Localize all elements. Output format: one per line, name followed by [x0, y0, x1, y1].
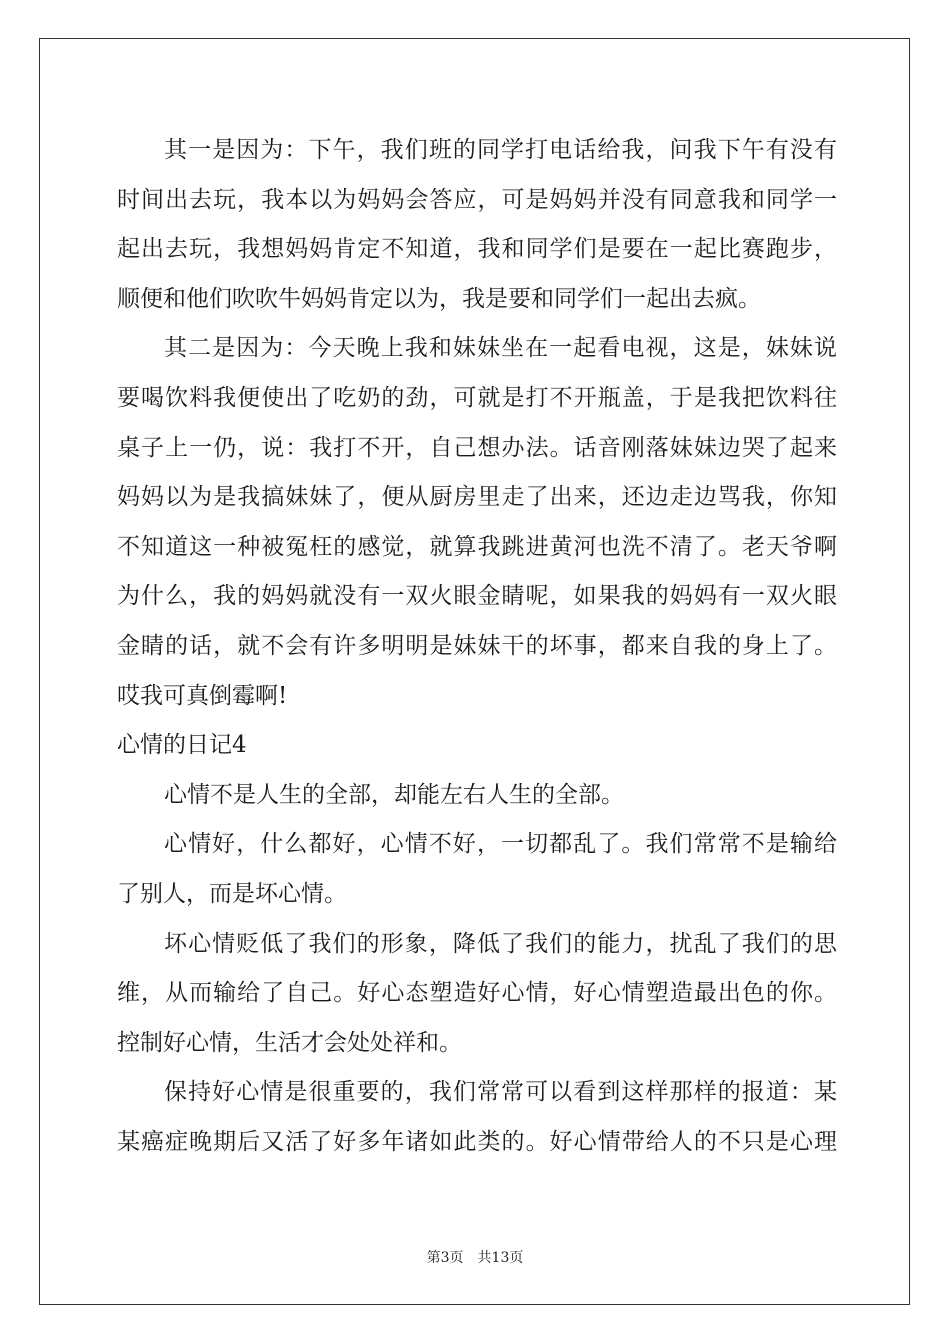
- paragraph-line: 妈妈以为是我搞妹妹了，便从厨房里走了出来，还边走边骂我，你知: [117, 484, 837, 511]
- paragraph-line: 要喝饮料我便使出了吃奶的劲，可就是打不开瓶盖，于是我把饮料往: [117, 384, 837, 411]
- paragraph-line: 某癌症晚期后又活了好多年诸如此类的。好心情带给人的不只是心理: [117, 1128, 837, 1155]
- page-total: 共13页: [477, 1250, 524, 1266]
- paragraph-line: 维，从而输给了自己。好心态塑造好心情，好心情塑造最出色的你。: [117, 980, 837, 1007]
- paragraph-line: 顺便和他们吹吹牛妈妈肯定以为，我是要和同学们一起出去疯。: [117, 285, 761, 312]
- paragraph-line: 金睛的话，就不会有许多明明是妹妹干的坏事，都来自我的身上了。: [117, 632, 837, 659]
- paragraph-line: 桌子上一仍，说：我打不开，自己想办法。话音刚落妹妹边哭了起来: [117, 434, 837, 461]
- paragraph-line: 心情不是人生的全部，却能左右人生的全部。: [164, 781, 624, 808]
- paragraph-line: 了别人，而是坏心情。: [117, 880, 347, 907]
- paragraph-line: 心情好，什么都好，心情不好，一切都乱了。我们常常不是输给: [164, 831, 837, 858]
- paragraph-line: 保持好心情是很重要的，我们常常可以看到这样那样的报道：某: [164, 1079, 837, 1106]
- section-heading: 心情的日记4: [117, 732, 247, 759]
- paragraph-line: 坏心情贬低了我们的形象，降低了我们的能力，扰乱了我们的思: [164, 930, 837, 957]
- paragraph-line: 其一是因为：下午，我们班的同学打电话给我，问我下午有没有: [164, 137, 837, 163]
- document-body: [117, 126, 837, 1167]
- paragraph-line: 哎我可真倒霉啊!: [117, 682, 288, 709]
- paragraph-line: 时间出去玩，我本以为妈妈会答应，可是妈妈并没有同意我和同学一: [117, 186, 837, 213]
- paragraph-line: 其二是因为：今天晚上我和妹妹坐在一起看电视，这是，妹妹说: [164, 335, 837, 362]
- page-number: 第3页: [426, 1250, 464, 1266]
- paragraph-line: 起出去玩，我想妈妈肯定不知道，我和同学们是要在一起比赛跑步，: [117, 236, 837, 263]
- paragraph-line: 控制好心情，生活才会处处祥和。: [117, 1029, 462, 1056]
- page-footer: [0, 1247, 950, 1267]
- paragraph-line: 为什么，我的妈妈就没有一双火眼金睛呢，如果我的妈妈有一双火眼: [117, 583, 837, 610]
- paragraph-line: 不知道这一种被冤枉的感觉，就算我跳进黄河也洗不清了。老天爷啊: [117, 533, 837, 560]
